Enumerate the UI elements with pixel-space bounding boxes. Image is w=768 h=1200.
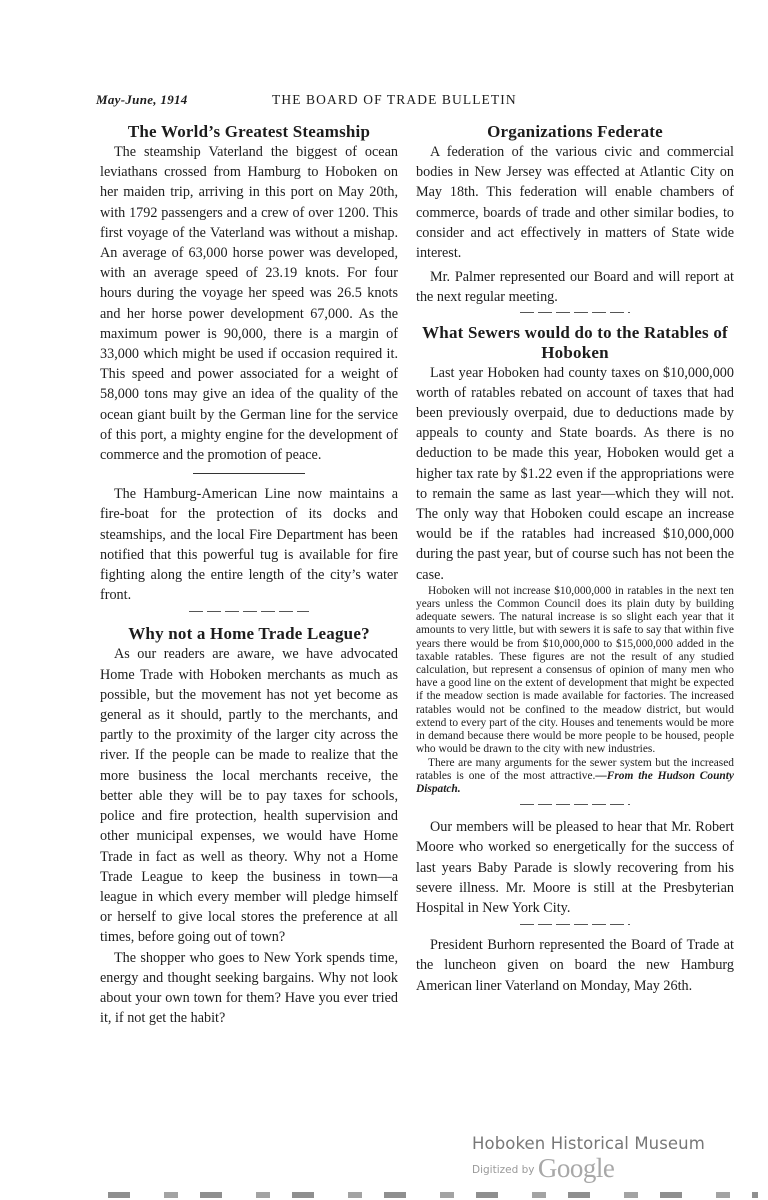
article-fireboat [100,484,398,605]
sewers-quote [416,585,734,796]
scan-edge-artifact [108,1192,758,1198]
section-divider [520,804,630,805]
source-attribution: —From the Hudson County Dispatch. [416,769,734,795]
article-burhorn [416,935,734,996]
google-logo: Google [537,1153,615,1183]
running-head [96,92,736,112]
headline-sewers: What Sewers would do to the Ratables of Hoboken [422,322,728,362]
section-divider [189,611,309,612]
article-sewers [416,323,734,796]
article-federate [416,122,734,308]
section-divider [520,312,630,313]
section-divider [193,473,305,474]
burhorn-body: President Burhorn represented the Board of Trade at the luncheon given on board the new Hamburg American liner Vaterland on Monday, May 26th. [416,937,734,994]
left-column [100,122,398,1028]
issue-date: May-June, 1914 [96,92,188,107]
home-trade-paragraph: The shopper who goes to New York spends time, energy and thought seeking bargains. Why not look about your own town for them? Have you ever tried it, if not get the habit? [100,949,398,1027]
digitized-by-label: Digitized by [472,1164,535,1176]
headline-home-trade: Why not a Home Trade League? [128,624,370,644]
article-moore [416,817,734,918]
article-home-trade [100,624,398,1028]
moore-body: Our members will be pleased to hear that Mr. Robert Moore who worked so energetically for the success of last years Baby Parade is slowly recovering from his severe illness. Mr. Moore is still at the Presbyterian Hospital in New York City. [416,819,734,916]
home-trade-paragraph: As our readers are aware, we have advocated Home Trade with Hoboken merchants as much as possible, but the movement has not yet become as general as it should, partly to the merchants, and partly to the proximity of the larger city across the river. If the people can be made to realize that the more business the local merchants receive, the better able they will be to pay taxes for schools, police and fire protection, health supervision and other municipal expenses, we would have Home Trade in fact as well as theory. Why not a Home Trade League to keep the business in town—a league in which every member will pledge himself or herself to give local stores the preference at all times, before going out of town? [100,646,398,946]
federate-paragraph: Mr. Palmer represented our Board and will report at the next regular meeting. [416,269,734,306]
headline-steamship: The World’s Greatest Steamship [127,122,371,141]
quote-paragraph: Hoboken will not increase $10,000,000 in ratables in the next ten years unless the Common Council does its plain duty by building adequate sewers. The natural increase is so slight each year that it amounts to very little, but with sewers it is safe to say that within five years there would be from $10,000,000 to $15,000,000 added in the taxable ratables. These figures are not the result of any studied calculation, but represent a consensus of opinion of many men who have a good line on the extent of development that might be expected if the meadow section is made available for factories. The increased ratables would not be confined to the meadow district, but would extend to every part of the city. Houses and tenements would be more in demand because there would be more people to be housed, people who would be drawn to the city with new industries. [416,584,734,756]
digitization-watermark [472,1134,705,1184]
sewers-body: Last year Hoboken had county taxes on $10,000,000 worth of ratables rebated on account of taxes that had been previously overpaid, due to deductions made by appeals to county and State boards. As there is no deduction to be made this year, Hoboken would get a higher tax rate by $1.22 even if the appropriations were to remain the same as last year—which they will not. The only way that Hoboken could escape an increase would be if the ratables had increased $10,000,000 during the past year, but of course such has not been the case. [416,364,734,583]
right-column [416,122,734,996]
section-divider [520,924,630,925]
article-steamship [100,122,398,465]
fireboat-body: The Hamburg-American Line now maintains a fire-boat for the protection of its docks and steamships, and the local Fire Department has been notified that this powerful tug is available for fire fighting along the entire length of the city’s water front. [100,486,398,604]
museum-name: Hoboken Historical Museum [472,1134,705,1153]
federate-paragraph: A federation of the various civic and commercial bodies in New Jersey was effected at Atlantic City on May 18th. This federation will enable chambers of commerce, boards of trade and other similar bodies, to consider and act effectively in matters of State wide interest. [416,144,734,262]
steamship-body: The steamship Vaterland the biggest of ocean leviathans crossed from Hamburg to Hoboken on her maiden trip, arriving in this port on May 20th, with 1792 passengers and a crew of over 1200. This first voyage of the Vaterland was without a mishap. An average of 63,000 horse power was developed, with an average speed of 23.19 knots. For four hours during the voyage her speed was 26.5 knots and her horse power development 67,000. As the maximum power is 90,000, there is a margin of 33,000 which might be used if occasion required it. This speed and power associated for a weight of 58,000 tons may give an idea of the quality of the ocean giant built by the German line for the service of this port, a mighty engine for the development of commerce and the promotion of peace. [100,144,398,464]
headline-federate: Organizations Federate [487,122,663,141]
quote-paragraph: There are many arguments for the sewer system but the increased ratables is one of the most attractive. [416,756,734,782]
digitized-by [472,1153,705,1184]
publication-title: THE BOARD OF TRADE BULLETIN [272,92,517,107]
